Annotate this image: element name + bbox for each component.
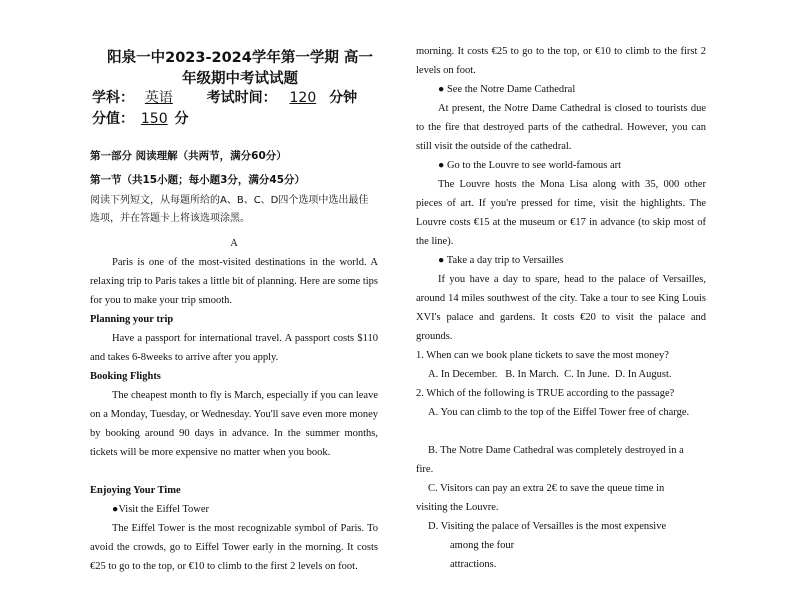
- passage-label: A: [230, 238, 238, 249]
- question-2-option-d: D. Visiting the palace of Versailles is the most expensive: [428, 521, 667, 532]
- bullet-versailles: ● Take a day trip to Versailles: [438, 255, 564, 266]
- question-2-option-b: B. The Notre Dame Cathedral was completely destroyed in a fire.: [416, 445, 684, 475]
- question-1: 1. When can we book plane tickets to save the most money?: [416, 350, 669, 361]
- subject-value: 英语: [144, 90, 173, 106]
- instructions: 阅读下列短文，从每题所给的A、B、C、D四个选项中选出最佳选项，并在答题卡上将该选项涂黑。: [90, 195, 369, 224]
- score-value: 150: [140, 111, 168, 127]
- question-2-option-d-end: attractions.: [450, 559, 497, 570]
- time-value: 120: [289, 90, 317, 106]
- versailles-text: If you have a day to spare, head to the palace of Versailles, around 14 miles southwest of the city. Take a tour to see King Louis XVI's palace and gardens. It costs €20 to visit the palace and grounds.: [416, 274, 706, 342]
- question-2-option-d-cont: among the four: [450, 540, 515, 551]
- subject-label: 学科：: [92, 90, 134, 106]
- booking-text: The cheapest month to fly is March, especially if you can leave on a Monday, Tuesday, or Wednesday. You'll save even more money by booking around 90 days in advance. In the summer months, tickets will be more expensive no matter when you book.: [90, 390, 378, 458]
- exam-meta: [92, 88, 378, 130]
- louvre-text: The Louvre hosts the Mona Lisa along with 35, 000 other pieces of art. If you're pressed for time, visit the highlights. The Louvre costs €15 at the museum or €17 in advance (to skip most of the line).: [416, 179, 706, 247]
- question-2: 2. Which of the following is TRUE according to the passage?: [416, 388, 675, 399]
- time-label: 考试时间：: [206, 90, 277, 106]
- question-2-option-c: C. Visitors can pay an extra 2€ to save the queue time in visiting the Louvre.: [416, 483, 665, 513]
- passage-intro: Paris is one of the most-visited destinations in the world. A relaxing trip to Paris takes a little bit of planning. Here are some tips for you to make your trip smooth.: [90, 257, 378, 306]
- bullet-eiffel: ●Visit the Eiffel Tower: [112, 504, 210, 515]
- bullet-louvre: ● Go to the Louvre to see world-famous art: [438, 160, 622, 171]
- part-heading: 第一部分 阅读理解（共两节，满分60分）: [90, 150, 287, 162]
- planning-text: Have a passport for international travel. A passport costs $110 and takes 6-8weeks to arrive after you apply.: [90, 333, 378, 363]
- notre-dame-text: At present, the Notre Dame Cathedral is closed to tourists due to the fire that destroyed parts of the cathedral. However, you can still visit the outside of the cathedral.: [416, 103, 706, 152]
- score-label: 分值：: [92, 111, 134, 127]
- heading-planning: Planning your trip: [90, 314, 174, 325]
- eiffel-continued: morning. It costs €25 to go to the top, or €10 to climb to the first 2 levels on foot.: [416, 46, 706, 76]
- bullet-notre-dame: ● See the Notre Dame Cathedral: [438, 84, 576, 95]
- score-unit: 分: [174, 111, 189, 127]
- section-heading: 第一节（共15小题；每小题3分，满分45分）: [90, 174, 306, 186]
- eiffel-text-part2: [416, 42, 706, 80]
- question-1-options: A. In December. B. In March. C. In June. D. In August.: [428, 369, 672, 380]
- eiffel-text-part1: The Eiffel Tower is the most recognizable symbol of Paris. To avoid the crowds, go to Eiffel Tower early in the morning. It costs €25 to go to the top, or €10 to climb to the first 2 levels on foot.: [90, 523, 378, 572]
- heading-enjoying: Enjoying Your Time: [90, 485, 181, 496]
- question-2-option-a: A. You can climb to the top of the Eiffel Tower free of charge.: [428, 407, 690, 418]
- time-unit: 分钟: [329, 90, 358, 106]
- exam-title: 阳泉一中2023-2024学年第一学期 高一年级期中考试试题: [107, 50, 373, 87]
- heading-booking: Booking Flights: [90, 371, 161, 382]
